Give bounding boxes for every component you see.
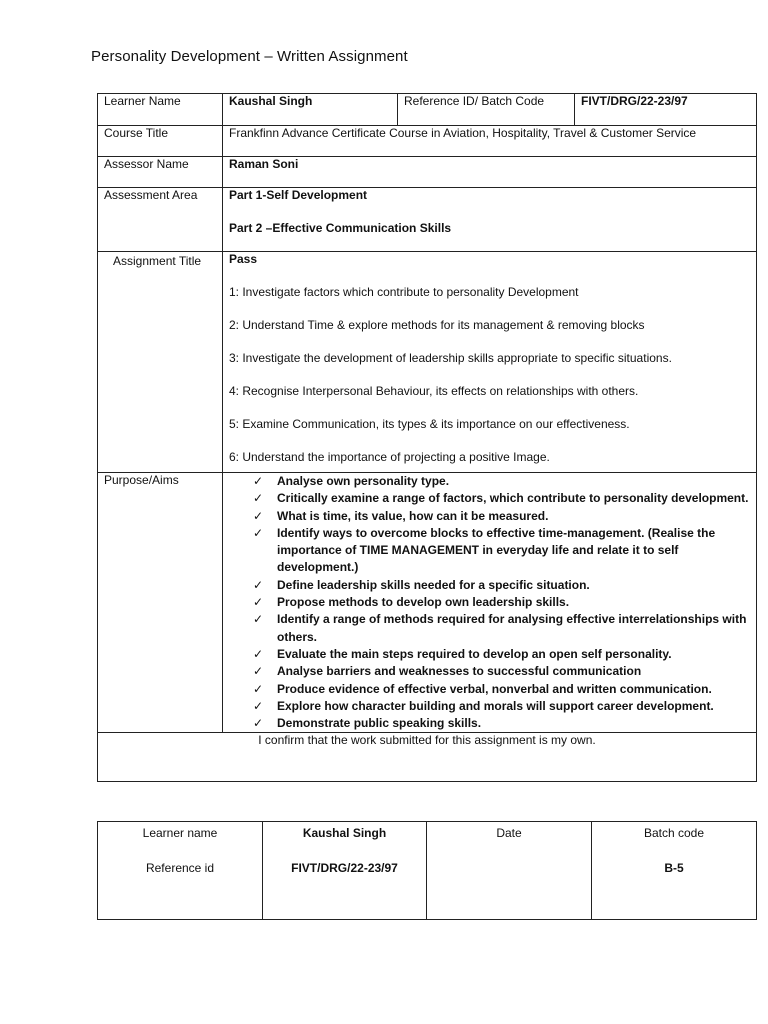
date-label: Date <box>496 826 522 840</box>
assignment-title-row <box>98 252 757 473</box>
assignment-pass: Pass <box>229 252 258 266</box>
aim-item: ✓ Produce evidence of effective verbal, nonverbal and written communication. <box>253 681 750 698</box>
check-icon: ✓ <box>253 508 264 523</box>
signoff-values-cell <box>263 822 427 920</box>
assignment-item-5: 5: Examine Communication, its types & its importance on our effectiveness. <box>229 417 630 431</box>
check-icon: ✓ <box>253 577 264 592</box>
batch-code-label: Batch code <box>643 826 705 840</box>
date-cell <box>427 822 592 920</box>
check-icon: ✓ <box>253 612 264 627</box>
confirmation-row <box>98 733 757 782</box>
assignment-title-list <box>223 252 757 473</box>
signoff-table <box>97 821 757 920</box>
check-icon: ✓ <box>253 681 264 696</box>
aim-item: ✓ Identify ways to overcome blocks to effective time-management. (Realise the importance of TIME MANAGEMENT in everyday life and relate it to self development.) <box>253 525 716 575</box>
assignment-item-3: 3: Investigate the development of leadership skills appropriate to specific situations. <box>229 351 672 365</box>
aim-item: ✓ Analyse barriers and weaknesses to successful communication <box>253 663 750 680</box>
course-title-label: Course Title <box>98 126 223 157</box>
aim-item: ✓ Critically examine a range of factors, which contribute to personality development. <box>253 490 750 507</box>
reference-label: Reference ID/ Batch Code <box>398 94 575 126</box>
aim-item: ✓ Propose methods to develop own leadership skills. <box>253 594 750 611</box>
reference-value: FIVT/DRG/22-23/97 <box>575 94 757 126</box>
learner-name-signoff-value: Kaushal Singh <box>302 826 387 840</box>
document-title: Personality Development – Written Assignment <box>91 48 408 65</box>
assessment-area-part-1: Part 1-Self Development <box>229 188 368 202</box>
check-icon: ✓ <box>253 491 264 506</box>
assignment-item-4: 4: Recognise Interpersonal Behaviour, its effects on relationships with others. <box>229 384 639 398</box>
assignment-title-label: Assignment Title <box>98 252 223 473</box>
batch-code-value: B-5 <box>664 861 684 875</box>
course-row <box>98 126 757 157</box>
signoff-labels-cell <box>98 822 263 920</box>
signoff-row <box>98 822 757 920</box>
aim-item: ✓ Demonstrate public speaking skills. <box>253 715 750 732</box>
check-icon: ✓ <box>253 664 264 679</box>
aim-item: ✓ Analyse own personality type. <box>253 473 750 490</box>
learner-name-signoff-label: Learner name <box>142 826 218 840</box>
assessor-row <box>98 157 757 188</box>
purpose-aims-list <box>223 473 757 733</box>
assessment-area-part-2: Part 2 –Effective Communication Skills <box>229 221 452 235</box>
aim-item: ✓ Define leadership skills needed for a specific situation. <box>253 577 750 594</box>
reference-id-signoff-value: FIVT/DRG/22-23/97 <box>291 861 398 875</box>
check-icon: ✓ <box>253 595 264 610</box>
aim-item: ✓ Explore how character building and morals will support career development. <box>253 698 750 715</box>
assessor-value: Raman Soni <box>223 157 757 188</box>
assignment-item-2: 2: Understand Time & explore methods for its management & removing blocks <box>229 318 645 332</box>
assessment-area-row <box>98 188 757 252</box>
assessor-label: Assessor Name <box>98 157 223 188</box>
aim-item: ✓ What is time, its value, how can it be measured. <box>253 508 750 525</box>
assignment-info-table <box>97 93 757 782</box>
check-icon: ✓ <box>253 474 264 488</box>
assessment-area-label: Assessment Area <box>98 188 223 252</box>
assessment-area-values <box>223 188 757 252</box>
check-icon: ✓ <box>253 646 264 661</box>
purpose-row <box>98 473 757 733</box>
aim-item: ✓ Identify a range of methods required for analysing effective interrelationships with others. <box>253 612 747 644</box>
learner-name-label: Learner Name <box>98 94 223 126</box>
check-icon: ✓ <box>253 525 264 540</box>
assignment-item-6: 6: Understand the importance of projecting a positive Image. <box>229 450 550 464</box>
learner-name-value: Kaushal Singh <box>223 94 398 126</box>
purpose-label: Purpose/Aims <box>98 473 223 733</box>
check-icon: ✓ <box>253 698 264 713</box>
batch-code-cell <box>592 822 757 920</box>
check-icon: ✓ <box>253 716 264 731</box>
confirmation-text: I confirm that the work submitted for this assignment is my own. <box>98 733 757 782</box>
learner-row <box>98 94 757 126</box>
reference-id-signoff-label: Reference id <box>145 861 215 875</box>
course-title-value: Frankfinn Advance Certificate Course in Aviation, Hospitality, Travel & Customer Service <box>223 126 757 157</box>
assignment-item-1: 1: Investigate factors which contribute to personality Development <box>229 285 579 299</box>
aim-item: ✓ Evaluate the main steps required to develop an open self personality. <box>253 646 750 663</box>
